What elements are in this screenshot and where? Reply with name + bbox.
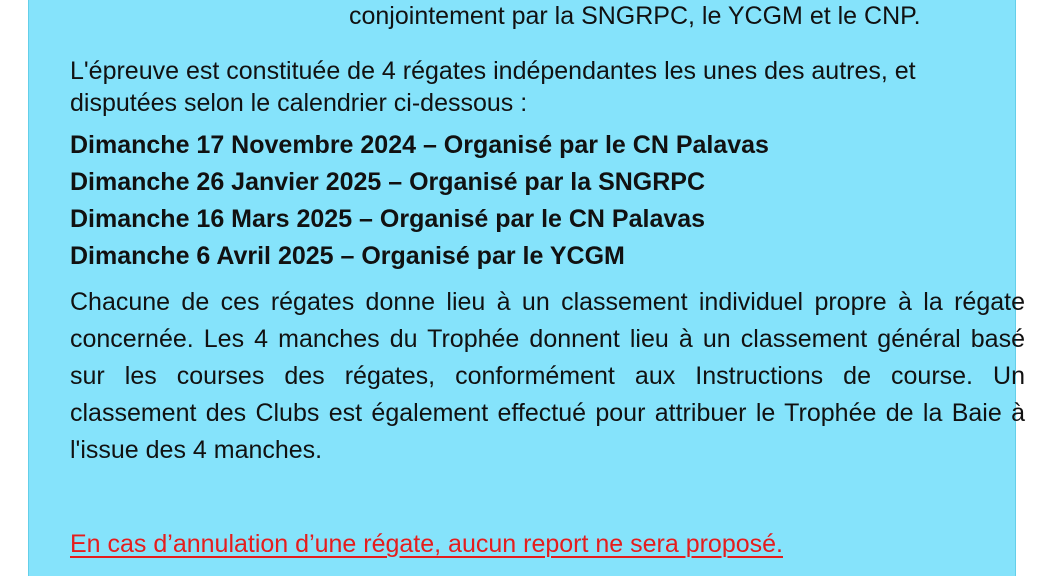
cancellation-notice: En cas d’annulation d’une régate, aucun report ne sera proposé. [70, 530, 783, 558]
ranking-paragraph: Chacune de ces régates donne lieu à un classement individuel propre à la régate concernée. Les 4 manches du Trophée donnent lieu à un classement général basé sur les courses des régates, conformément aux Instructions de course. Un classement des Clubs est également effectué pour attribuer le Trophée de la Baie à l'issue des 4 manches. [70, 288, 1025, 464]
calendar-item-april: Dimanche 6 Avril 2025 – Organisé par le YCGM [70, 242, 625, 270]
document-panel [28, 0, 1025, 576]
regatta-calendar [70, 127, 1025, 275]
calendar-item-march: Dimanche 16 Mars 2025 – Organisé par le CN Palavas [70, 205, 706, 233]
calendar-item-january: Dimanche 26 Janvier 2025 – Organisé par la SNGRPC [70, 168, 706, 196]
calendar-item-november: Dimanche 17 Novembre 2024 – Organisé par le CN Palavas [70, 131, 769, 159]
organizers-line: conjointement par la SNGRPC, le YCGM et le CNP. [349, 2, 921, 30]
event-intro-paragraph: L'épreuve est constituée de 4 régates indépendantes les unes des autres, et disputées selon le calendrier ci-dessous : [70, 57, 916, 117]
